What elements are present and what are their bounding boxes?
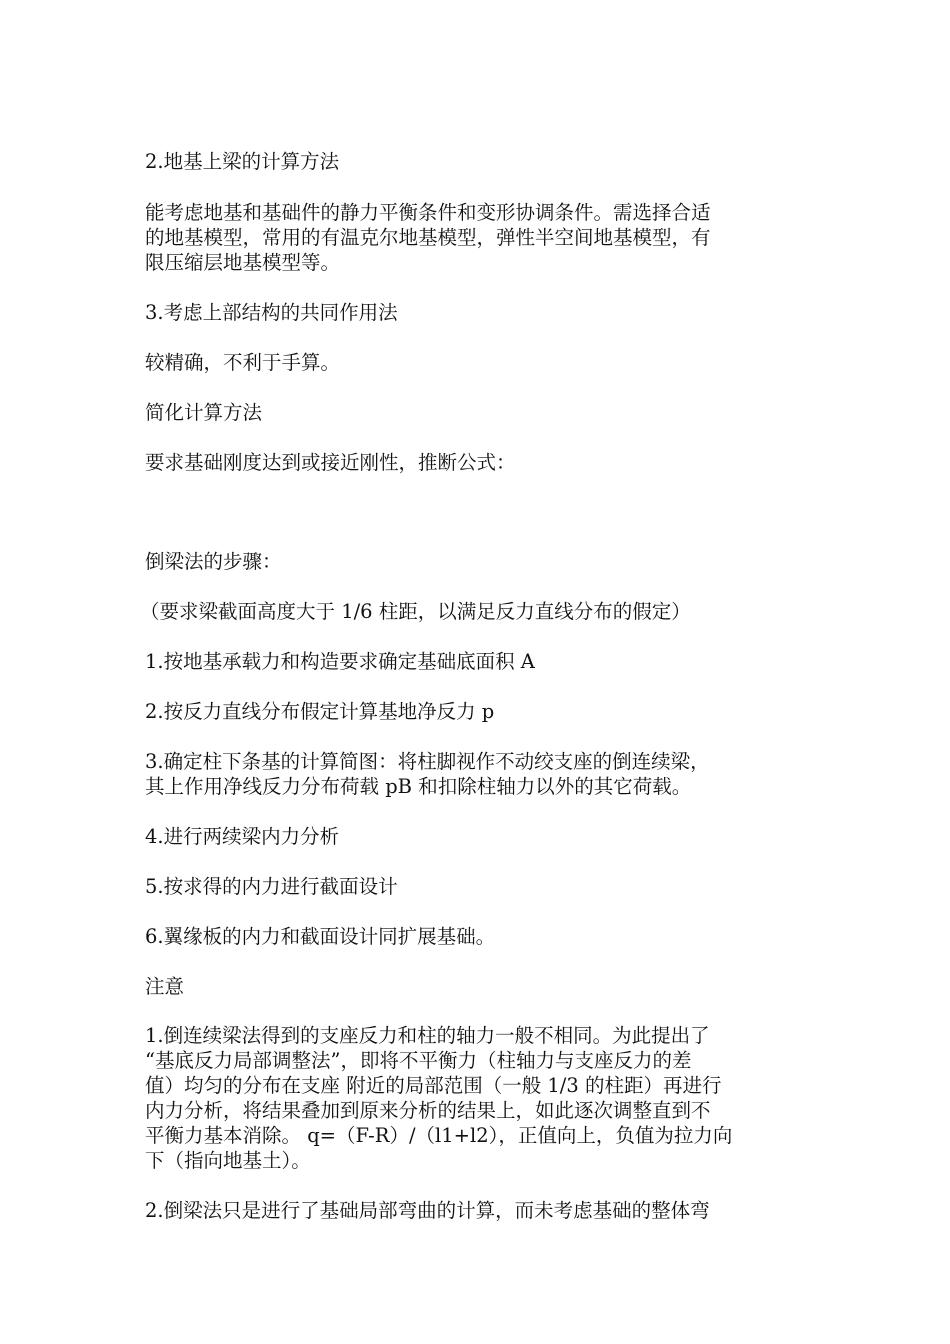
- paragraph-simplified-desc: 要求基础刚度达到或接近刚性，推断公式：: [145, 451, 516, 474]
- list-item-step-4: 4.进行两续梁内力分析: [145, 825, 340, 848]
- list-item-note-2: 2.倒梁法只是进行了基础局部弯曲的计算，而未考虑基础的整体弯: [145, 1199, 710, 1222]
- heading-foundation-beam-method: 2.地基上梁的计算方法: [145, 150, 340, 173]
- list-item-step-1: 1.按地基承载力和构造要求确定基础底面积 A: [145, 650, 535, 673]
- paragraph-superstructure-desc: 较精确，不利于手算。: [145, 351, 341, 374]
- list-item-step-3: 3.确定柱下条基的计算简图：将柱脚视作不动绞支座的倒连续梁， 其上作用净线反力分布荷载 pB 和扣除柱轴力以外的其它荷载。: [145, 750, 710, 798]
- list-item-step-2: 2.按反力直线分布假定计算基地净反力 p: [145, 700, 495, 723]
- heading-superstructure-method: 3.考虑上部结构的共同作用法: [145, 301, 398, 324]
- heading-inverted-beam-steps: 倒梁法的步骤：: [145, 550, 282, 573]
- list-item-note-1: 1.倒连续梁法得到的支座反力和柱的轴力一般不相同。为此提出了 “基底反力局部调整法”，即将不平衡力（柱轴力与支座反力的差 值）均匀的分布在支座 附近的局部范围（一般 1/3 的柱距）再进行 内力分析，将结果叠加到原来分析的结果上，如此逐次调整直到不 平衡力基本消除。 q=（F-R）/（l1+l2），正值向上，负值为拉力向 下（指向地基土）。: [145, 1024, 733, 1172]
- paragraph-inverted-beam-requirement: （要求梁截面高度大于 1/6 柱距，以满足反力直线分布的假定）: [140, 600, 691, 623]
- paragraph-foundation-beam-desc: 能考虑地基和基础件的静力平衡条件和变形协调条件。需选择合适 的地基模型，常用的有温克尔地基模型，弹性半空间地基模型，有 限压缩层地基模型等。: [145, 201, 711, 274]
- heading-notes: 注意: [145, 975, 185, 998]
- list-item-step-6: 6.翼缘板的内力和截面设计同扩展基础。: [145, 925, 496, 948]
- heading-simplified-method: 简化计算方法: [145, 401, 263, 424]
- list-item-step-5: 5.按求得的内力进行截面设计: [145, 875, 398, 898]
